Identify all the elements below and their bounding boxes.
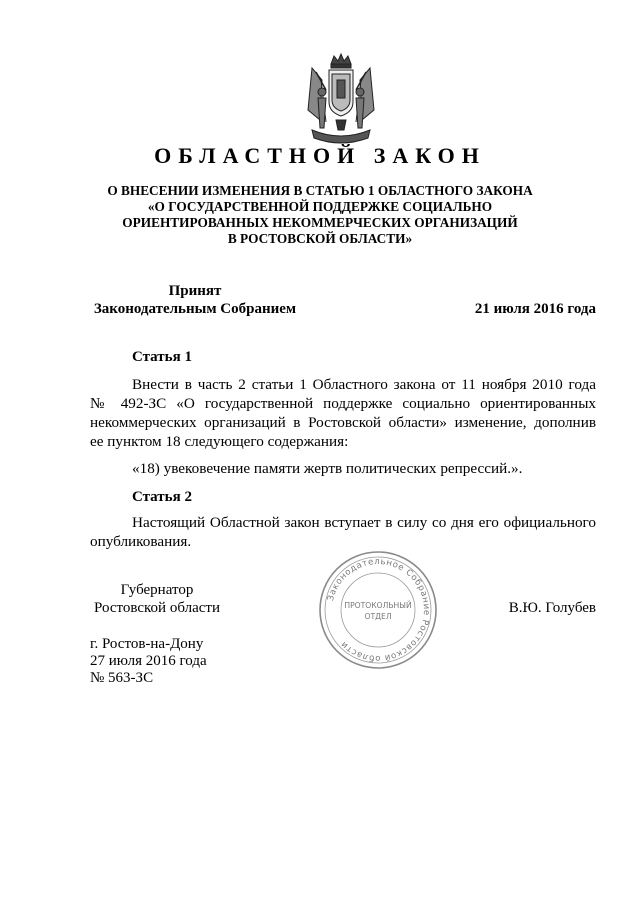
subtitle-line: ОРИЕНТИРОВАННЫХ НЕКОММЕРЧЕСКИХ ОРГАНИЗАЦИЙ [122, 215, 518, 230]
article-1-quote: «18) увековечение памяти жертв политических репрессий.». [132, 460, 523, 477]
svg-text:ПРОТОКОЛЬНЫЙ: ПРОТОКОЛЬНЫЙ [344, 601, 412, 610]
governor-block [90, 581, 224, 617]
article-2-line: опубликования. [90, 533, 192, 550]
article-1-text [90, 375, 596, 451]
document-title: ОБЛАСТНОЙ ЗАКОН [154, 143, 486, 168]
subtitle-line: «О ГОСУДАРСТВЕННОЙ ПОДДЕРЖКЕ СОЦИАЛЬНО [147, 199, 493, 214]
law-number: № 563-ЗС [90, 670, 154, 686]
adopting-body: Законодательным Собранием [93, 301, 297, 317]
svg-text:Законодательное Собрание Росто: Законодательное Собрание Ростовской области [325, 556, 432, 664]
article-1-line: некоммерческих организаций в Ростовской области» изменение, дополнив [90, 414, 596, 431]
official-stamp [316, 548, 440, 672]
article-1-line: № 492-ЗС «О государственной поддержке социально ориентированных [90, 395, 596, 412]
signer-name: В.Ю. Голубев [508, 600, 596, 616]
subtitle-line: В РОСТОВСКОЙ ОБЛАСТИ» [227, 231, 413, 246]
article-2-text [90, 513, 596, 551]
article-2-heading: Статья 2 [132, 489, 192, 505]
svg-text:ОТДЕЛ: ОТДЕЛ [364, 612, 392, 621]
governor-title: Губернатор [120, 582, 194, 598]
subtitle-line: О ВНЕСЕНИИ ИЗМЕНЕНИЯ В СТАТЬЮ 1 ОБЛАСТНОГО ЗАКОНА [107, 183, 533, 198]
law-date: 27 июля 2016 года [90, 653, 207, 669]
article-1-line: ее пунктом 18 следующего содержания: [90, 433, 349, 450]
place-city: г. Ростов-на-Дону [90, 636, 204, 652]
adoption-block [88, 282, 302, 318]
adoption-date: 21 июля 2016 года [474, 301, 596, 317]
article-1-line: Внести в часть 2 статьи 1 Областного закона от 11 ноября 2010 года [132, 376, 596, 393]
place-block [90, 636, 207, 687]
law-subtitle [80, 183, 560, 247]
article-1-heading: Статья 1 [132, 349, 192, 365]
coat-of-arms-emblem [302, 50, 380, 150]
adopted-label: Принят [168, 283, 222, 299]
article-2-line: Настоящий Областной закон вступает в силу со дня его официального [132, 514, 596, 531]
governor-region: Ростовской области [94, 600, 220, 616]
